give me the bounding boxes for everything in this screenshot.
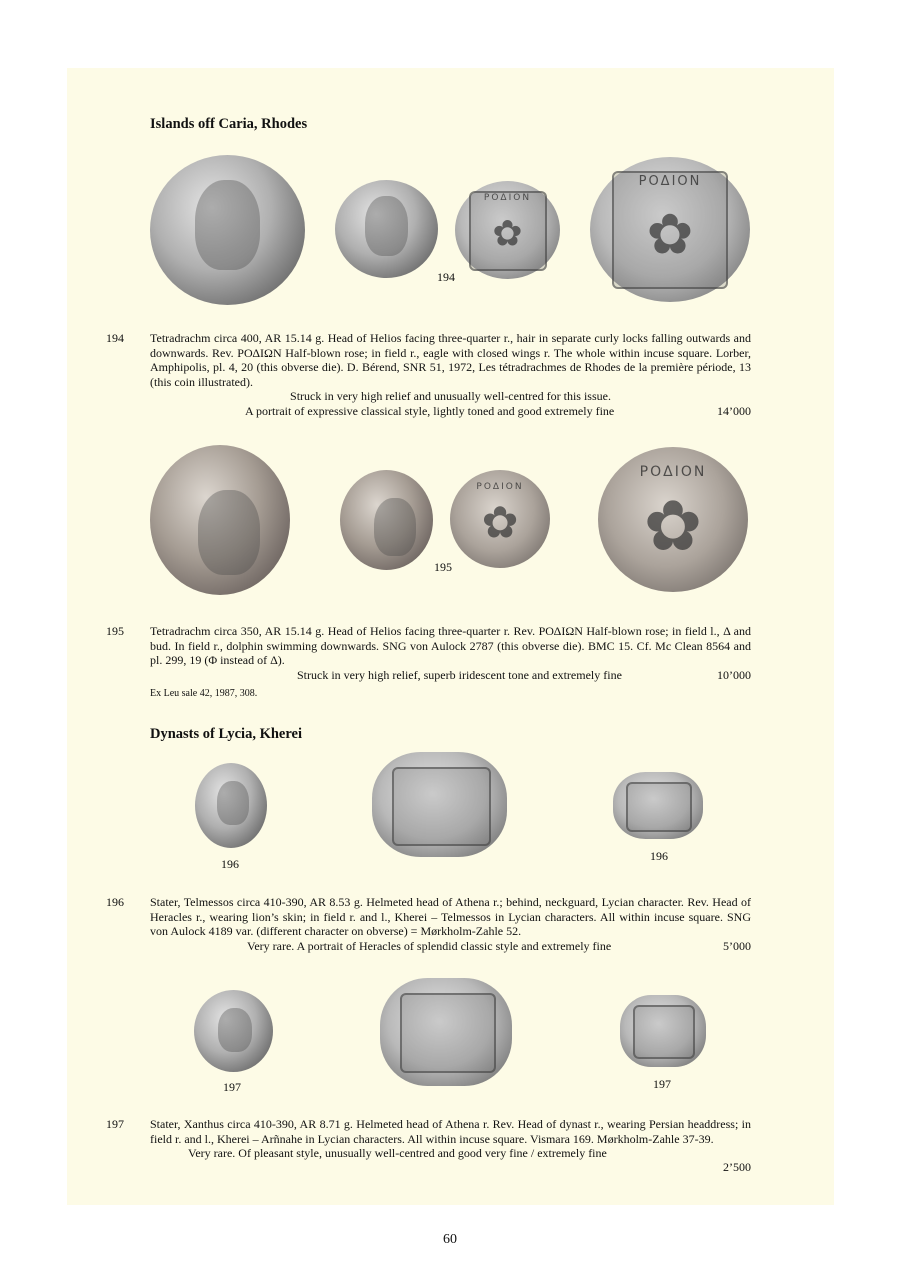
- lot-194-condition: A portrait of expressive classical style, lightly toned and good extremely fine: [245, 403, 615, 418]
- rose-icon: ✿: [492, 213, 523, 254]
- lot-195-condition: Struck in very high relief, superb iridescent tone and extremely fine: [297, 667, 622, 682]
- lot-number-194: 194: [106, 331, 124, 345]
- lot-196-condition: Very rare. A portrait of Heracles of splendid classic style and extremely fine: [247, 938, 612, 953]
- lot-196-text: Stater, Telmessos circa 410-390, AR 8.53 g. Helmeted head of Athena r.; behind, neckguard, Lycian character. Rev. Head of Heracles r., wearing lion’s skin; in field r. and l., Kherei – Telmessos in Lycian characters. All within incuse square. SNG von Aulock 4189 var. (different character on obverse) = Mørkholm-Zahle 52.: [150, 895, 751, 938]
- plate-number-197-right: 197: [653, 1077, 671, 1091]
- plate-number-194: 194: [437, 270, 455, 284]
- lot-195-price: 10’000: [717, 668, 751, 682]
- lot-194-price: 14’000: [717, 404, 751, 418]
- section-heading-lycia: Dynasts of Lycia, Kherei: [150, 726, 302, 742]
- lot-number-195: 195: [106, 624, 124, 638]
- lot-description-195: [150, 624, 751, 682]
- plate-number-197-left: 197: [223, 1080, 241, 1094]
- plate-number-195: 195: [434, 560, 452, 574]
- plate-number-196-left: 196: [221, 857, 239, 871]
- coin-194-reverse-legend: ΡΟΔΙΟΝ: [483, 192, 532, 203]
- lot-195-text: Tetradrachm circa 350, AR 15.14 g. Head of Helios facing three-quarter r. Rev. ΡΟΔΙΩΝ Half-blown rose; in field l., Δ and bud. In field r., dolphin swimming downwards. SNG von Aulock 2787 (this obverse die). BMC 15. Cf. Mc Clean 8564 and pl. 299, 19 (Φ instead of Δ).: [150, 624, 751, 667]
- plate-number-196-right: 196: [650, 849, 668, 863]
- coin-196-reverse: [613, 772, 703, 839]
- rose-icon: ✿: [481, 498, 519, 548]
- coin-194-reverse-enlarged: [590, 157, 750, 302]
- coin-196-reverse-enlarged: [372, 752, 507, 857]
- coin-195-reverse-enlarged: [598, 447, 748, 592]
- lot-195-provenance: Ex Leu sale 42, 1987, 308.: [150, 688, 258, 699]
- section-heading-rhodes: Islands off Caria, Rhodes: [150, 116, 308, 132]
- coin-195-reverse-enlarged-legend: ΡΟΔΙΟΝ: [639, 464, 707, 481]
- page-number: 60: [443, 1232, 457, 1247]
- rose-icon: ✿: [643, 488, 703, 566]
- coin-195-reverse: [450, 470, 550, 568]
- coin-194-obverse-enlarged: [150, 155, 305, 305]
- rose-icon: ✿: [646, 204, 694, 267]
- lot-197-text: Stater, Xanthus circa 410-390, AR 8.71 g. Helmeted head of Athena r. Rev. Head of dynast r., wearing Persian headdress; in field r. and l., Kherei – Arñnahe in Lycian characters. All within incuse square. Vismara 169. Mørkholm-Zahle 37-39.: [150, 1117, 751, 1146]
- coin-197-obverse: [194, 990, 273, 1072]
- coin-194-reverse: [455, 181, 560, 279]
- coin-195-obverse: [340, 470, 433, 570]
- coin-194-reverse-enlarged-legend: ΡΟΔΙΟΝ: [638, 174, 702, 190]
- lot-description-194: [150, 331, 751, 418]
- coin-195-reverse-legend: ΡΟΔΙΟΝ: [476, 481, 524, 492]
- lot-194-remark: Struck in very high relief and unusually well-centred for this issue.: [290, 389, 611, 403]
- lot-196-price: 5’000: [723, 939, 751, 953]
- lot-197-price: 2’500: [723, 1160, 751, 1174]
- lot-description-197: [150, 1117, 751, 1161]
- lot-194-text: Tetradrachm circa 400, AR 15.14 g. Head of Helios facing three-quarter r., hair in separate curly locks falling outwards and downwards. Rev. ΡΟΔΙΩΝ Half-blown rose; in field r., eagle with closed wings r. The whole within incuse square. Lorber, Amphipolis, pl. 4, 20 (this obverse die). D. Bérend, SNR 51, 1972, Les tétradrachmes de Rhodes de la première période, 13 (this coin illustrated).: [150, 331, 751, 389]
- coin-194-obverse: [335, 180, 438, 278]
- lot-number-196: 196: [106, 895, 124, 909]
- coin-197-reverse: [620, 995, 706, 1067]
- lot-description-196: [150, 895, 751, 953]
- lot-197-condition: Very rare. Of pleasant style, unusually well-centred and good very fine / extremely fine: [188, 1146, 607, 1160]
- coin-196-obverse: [195, 763, 267, 848]
- coin-195-obverse-enlarged: [150, 445, 290, 595]
- lot-number-197: 197: [106, 1117, 124, 1131]
- coin-197-reverse-enlarged: [380, 978, 512, 1086]
